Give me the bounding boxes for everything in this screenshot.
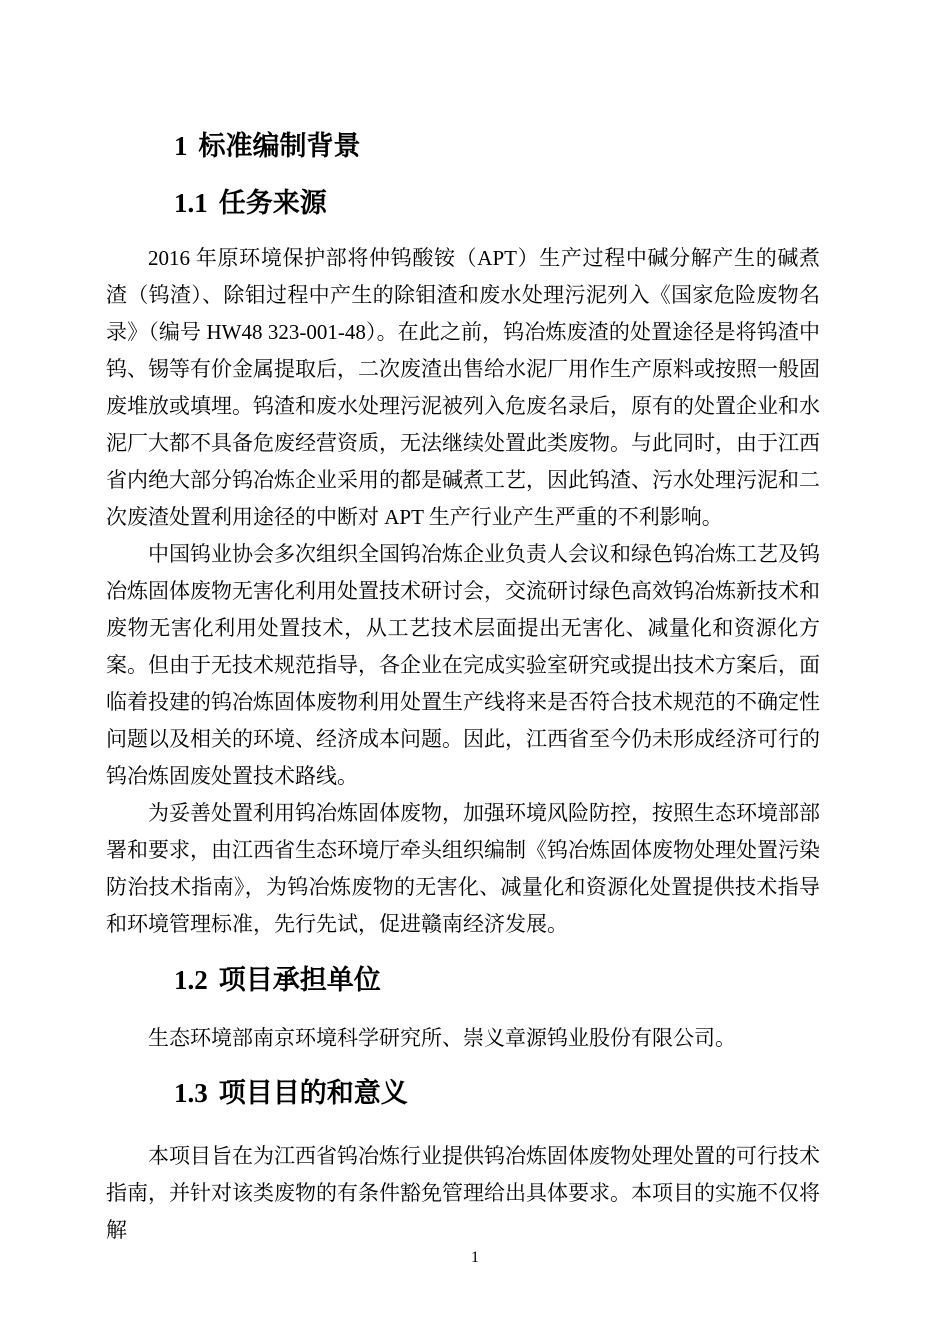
heading-number: 1.2 <box>174 965 208 995</box>
heading-title: 任务来源 <box>218 188 327 219</box>
page-number: 1 <box>471 1249 479 1266</box>
heading-chapter-1 <box>174 127 820 165</box>
heading-number: 1.3 <box>174 1078 208 1108</box>
heading-number: 1 <box>174 131 188 161</box>
heading-title: 项目承担单位 <box>218 965 381 996</box>
heading-title: 项目目的和意义 <box>218 1078 408 1109</box>
paragraph-undertaking-units: 生态环境部南京环境科学研究所、崇义章源钨业股份有限公司。 <box>148 1026 736 1050</box>
heading-section-1-1 <box>174 184 820 223</box>
page-footer <box>0 1248 950 1268</box>
paragraph-task-source-3: 为妥善处置利用钨冶炼固体废物，加强环境风险防控，按照生态环境部部署和要求，由江西省生态环境厅牵头组织编制《钨冶炼固体废物处理处置污染防治技术指南》，为钨冶炼废物的无害化、减量化和资源化处置提供技术指导和环境管理标准，先行先试，促进赣南经济发展。 <box>106 801 820 936</box>
heading-section-1-2 <box>174 961 820 1000</box>
heading-section-1-3 <box>174 1074 820 1113</box>
heading-title: 标准编制背景 <box>198 131 361 161</box>
paragraph-task-source-1: 2016 年原环境保护部将仲钨酸铵（APT）生产过程中碱分解产生的碱煮渣（钨渣）、除钼过程中产生的除钼渣和废水处理污泥列入《国家危险废物名录》（编号 HW48 323-001-48）。在此之前，钨冶炼废渣的处置途径是将钨渣中钨、锡等有价金属提取后，二次废渣出售给水泥厂用作生产原料或按照一般固废堆放或填埋。钨渣和废水处理污泥被列入危废名录后，原有的处置企业和水泥厂大都不具备危废经营资质，无法继续处置此类废物。与此同时，由于江西省内绝大部分钨冶炼企业采用的都是碱煮工艺，因此钨渣、污水处理污泥和二次废渣处置利用途径的中断对 APT 生产行业产生严重的不利影响。 <box>106 246 820 529</box>
paragraph-task-source-2: 中国钨业协会多次组织全国钨冶炼企业负责人会议和绿色钨冶炼工艺及钨冶炼固体废物无害化利用处置技术研讨会，交流研讨绿色高效钨冶炼新技术和废物无害化利用处置技术，从工艺技术层面提出无害化、减量化和资源化方案。但由于无技术规范指导，各企业在完成实验室研究或提出技术方案后，面临着投建的钨冶炼固体废物利用处置生产线将来是否符合技术规范的不确定性问题以及相关的环境、经济成本问题。因此，江西省至今仍未形成经济可行的钨冶炼固废处置技术路线。 <box>106 542 820 788</box>
paragraph-purpose-significance: 本项目旨在为江西省钨冶炼行业提供钨冶炼固体废物处理处置的可行技术指南，并针对该类废物的有条件豁免管理给出具体要求。本项目的实施不仅将解 <box>106 1144 820 1242</box>
heading-number: 1.1 <box>174 188 208 218</box>
